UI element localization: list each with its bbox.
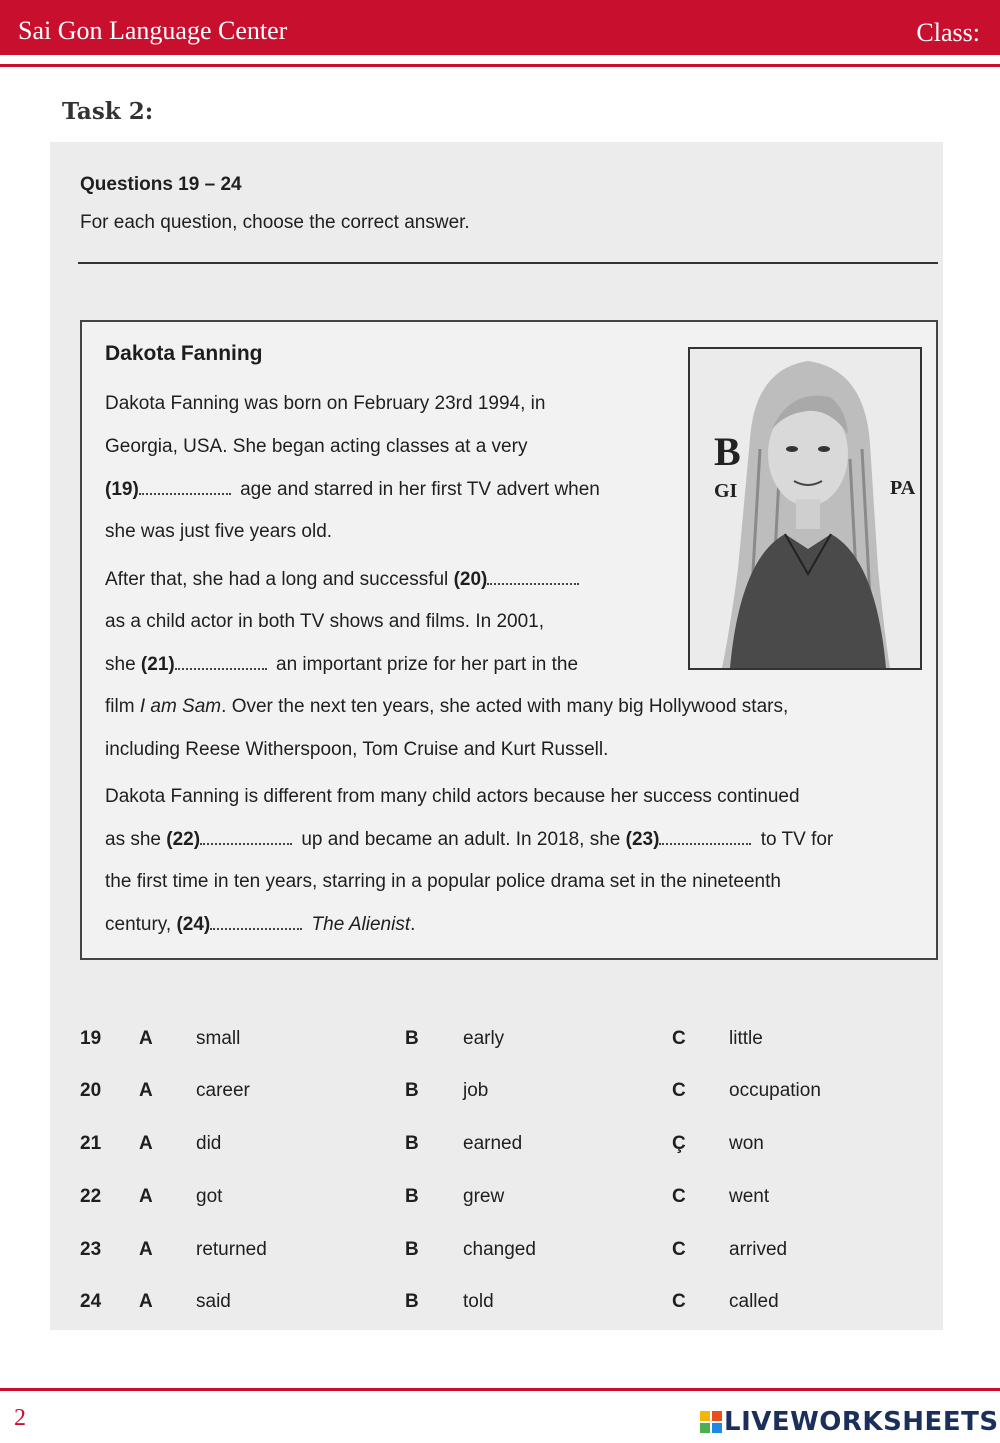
option-c-text[interactable]: arrived [729,1239,788,1260]
option-a-letter[interactable]: A [139,1239,153,1260]
text: as a child actor in both TV shows and films. In 2001, [105,611,544,632]
gap-20-blank[interactable] [487,582,579,585]
option-b-letter[interactable]: B [405,1186,419,1207]
gap-23-blank[interactable] [659,842,751,845]
show-title: The Alienist [311,914,411,935]
header-rule [0,64,1000,67]
gap-number-23: (23) [625,829,660,850]
question-number: 22 [80,1186,102,1207]
header-bar [0,0,1000,55]
text: Dakota Fanning is different from many child actors because her success continued [105,786,800,807]
option-a-text[interactable]: got [196,1186,223,1207]
option-row-23 [0,1239,1000,1269]
option-b-text[interactable]: grew [463,1186,505,1207]
passage-line-7 [105,654,578,676]
task-label: Task 2: [62,98,154,125]
option-a-text[interactable]: returned [196,1239,267,1260]
backdrop-letter: B [714,429,741,474]
gap-number-24: (24) [176,914,211,935]
question-number: 21 [80,1133,102,1154]
option-a-letter[interactable]: A [139,1186,153,1207]
question-number: 24 [80,1291,102,1312]
text: the first time in ten years, starring in a popular police drama set in the nineteenth [105,871,781,892]
gap-number-22: (22) [166,829,201,850]
center-name: Sai Gon Language Center [18,16,288,45]
passage-line-12 [105,871,781,893]
option-b-letter[interactable]: B [405,1133,419,1154]
option-c-text[interactable]: went [729,1186,770,1207]
option-a-letter[interactable]: A [139,1028,153,1049]
text: she was just five years old. [105,521,333,542]
section-divider [78,262,938,264]
passage-line-2 [105,436,527,458]
portrait-illustration [690,349,920,668]
class-label: Class: [916,18,980,47]
passage-line-13 [105,914,415,936]
option-c-letter[interactable]: C [672,1291,686,1312]
option-c-letter[interactable]: C [672,1186,686,1207]
logo-mark-icon [700,1411,722,1433]
option-row-20 [0,1080,1000,1110]
gap-24-blank[interactable] [210,927,302,930]
passage-line-4 [105,521,332,543]
text: up and became an adult. In 2018, she [301,829,626,850]
option-row-22 [0,1186,1000,1216]
gap-number-20: (20) [453,569,488,590]
text: age and starred in her first TV advert when [240,479,600,500]
option-a-letter[interactable]: A [139,1133,153,1154]
option-b-text[interactable]: changed [463,1239,536,1260]
text: . Over the next ten years, she acted with many big Hollywood stars, [221,696,789,717]
footer-rule [0,1388,1000,1391]
option-a-text[interactable]: said [196,1291,231,1312]
option-b-letter[interactable]: B [405,1028,419,1049]
passage-line-6 [105,611,544,633]
text: as she [105,829,167,850]
text: After that, she had a long and successful [105,569,454,590]
gap-19-blank[interactable] [139,492,231,495]
gap-number-19: (19) [105,479,139,500]
question-number: 19 [80,1028,102,1049]
option-b-text[interactable]: early [463,1028,505,1049]
option-a-text[interactable]: career [196,1080,250,1101]
questions-heading: Questions 19 – 24 [80,174,242,195]
text: film [105,696,140,717]
option-row-24 [0,1291,1000,1321]
liveworksheets-logo[interactable] [700,1406,999,1438]
page-number: 2 [14,1405,26,1431]
option-c-letter[interactable]: C [672,1028,686,1049]
text: Dakota Fanning was born on February 23rd 1994, in [105,393,546,414]
text: . [410,914,416,935]
text: Georgia, USA. She began acting classes at a very [105,436,528,457]
passage-line-11 [105,829,833,851]
option-a-letter[interactable]: A [139,1080,153,1101]
gap-number-21: (21) [140,654,175,675]
option-b-text[interactable]: told [463,1291,494,1312]
option-a-text[interactable]: did [196,1133,222,1154]
option-b-text[interactable]: earned [463,1133,523,1154]
text: an important prize for her part in the [276,654,579,675]
option-c-text[interactable]: occupation [729,1080,821,1101]
text: she [105,654,141,675]
option-b-text[interactable]: job [463,1080,489,1101]
question-number: 20 [80,1080,102,1101]
option-c-text[interactable]: called [729,1291,779,1312]
backdrop-letter: GI [714,480,738,502]
option-c-letter[interactable]: Ç [672,1133,686,1154]
passage-line-3 [105,479,600,501]
logo-text: LIVEWORKSHEETS [724,1407,999,1437]
option-c-text[interactable]: little [729,1028,763,1049]
film-title: I am Sam [139,696,222,717]
passage-line-9 [105,739,608,761]
passage-line-10 [105,786,800,808]
option-c-text[interactable]: won [729,1133,764,1154]
passage-line-1 [105,393,545,415]
questions-instruction: For each question, choose the correct answer. [80,212,470,233]
option-a-text[interactable]: small [196,1028,241,1049]
backdrop-letter: PA [890,477,916,499]
portrait-photo [688,347,922,670]
option-b-letter[interactable]: B [405,1080,419,1101]
text: century, [105,914,177,935]
question-number: 23 [80,1239,102,1260]
option-row-19 [0,1028,1000,1058]
option-b-letter[interactable]: B [405,1291,419,1312]
option-row-21 [0,1133,1000,1163]
text: including Reese Witherspoon, Tom Cruise and Kurt Russell. [105,739,609,760]
gap-21-blank[interactable] [175,667,267,670]
option-c-letter[interactable]: C [672,1239,686,1260]
gap-22-blank[interactable] [200,842,292,845]
passage-title: Dakota Fanning [105,342,263,365]
text: to TV for [760,829,834,850]
passage-line-5 [105,569,583,591]
option-a-letter[interactable]: A [139,1291,153,1312]
passage-line-8 [105,696,788,718]
option-c-letter[interactable]: C [672,1080,686,1101]
option-b-letter[interactable]: B [405,1239,419,1260]
